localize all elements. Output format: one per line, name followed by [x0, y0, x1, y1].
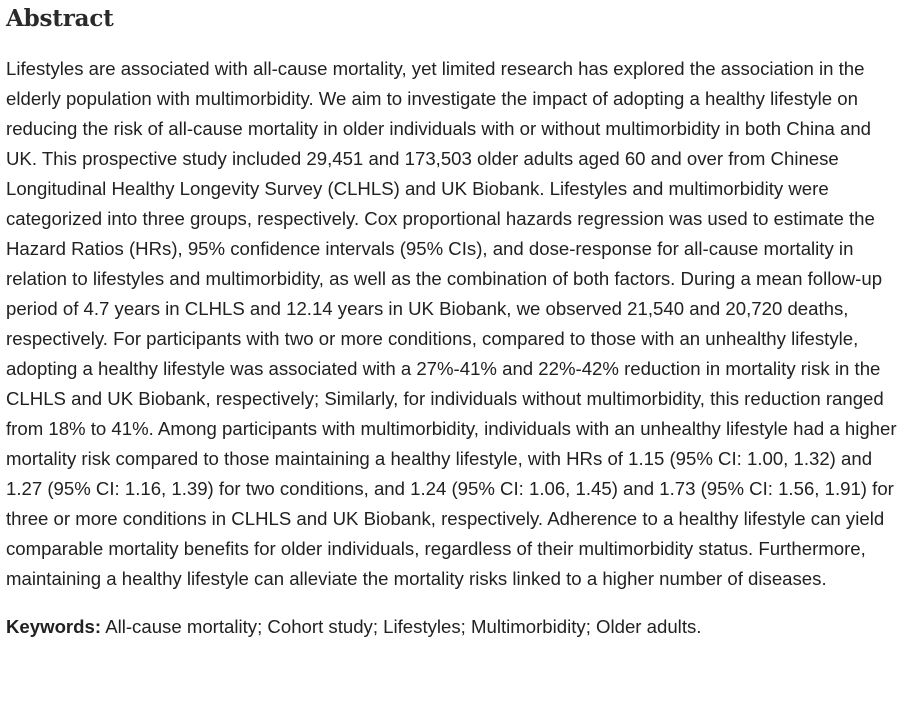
- abstract-section: [6, 0, 906, 642]
- keywords-text: All-cause mortality; Cohort study; Lifestyles; Multimorbidity; Older adults.: [105, 616, 702, 637]
- keywords-label: Keywords:: [6, 616, 102, 637]
- abstract-body-text: Lifestyles are associated with all-cause mortality, yet limited research has explored the association in the elderly population with multimorbidity. We aim to investigate the impact of adopting a healthy lifestyle on reducing the risk of all-cause mortality in older individuals with or without multimorbidity in both China and UK. This prospective study included 29,451 and 173,503 older adults aged 60 and over from Chinese Longitudinal Healthy Longevity Survey (CLHLS) and UK Biobank. Lifestyles and multimorbidity were categorized into three groups, respectively. Cox proportional hazards regression was used to estimate the Hazard Ratios (HRs), 95% confidence intervals (95% CIs), and dose-response for all-cause mortality in relation to lifestyles and multimorbidity, as well as the combination of both factors. During a mean follow-up period of 4.7 years in CLHLS and 12.14 years in UK Biobank, we observed 21,540 and 20,720 deaths, respectively. For participants with two or more conditions, compared to those with an unhealthy lifestyle, adopting a healthy lifestyle was associated with a 27%-41% and 22%-42% reduction in mortality risk in the CLHLS and UK Biobank, respectively; Similarly, for individuals without multimorbidity, this reduction ranged from 18% to 41%. Among participants with multimorbidity, individuals with an unhealthy lifestyle had a higher mortality risk compared to those maintaining a healthy lifestyle, with HRs of 1.15 (95% CI: 1.00, 1.32) and 1.27 (95% CI: 1.16, 1.39) for two conditions, and 1.24 (95% CI: 1.06, 1.45) and 1.73 (95% CI: 1.56, 1.91) for three or more conditions in CLHLS and UK Biobank, respectively. Adherence to a healthy lifestyle can yield comparable mortality benefits for older individuals, regardless of their multimorbidity status. Furthermore, maintaining a healthy lifestyle can alleviate the mortality risks linked to a higher number of diseases.: [6, 58, 897, 589]
- keywords-line: [6, 612, 906, 642]
- abstract-heading: Abstract: [6, 5, 114, 32]
